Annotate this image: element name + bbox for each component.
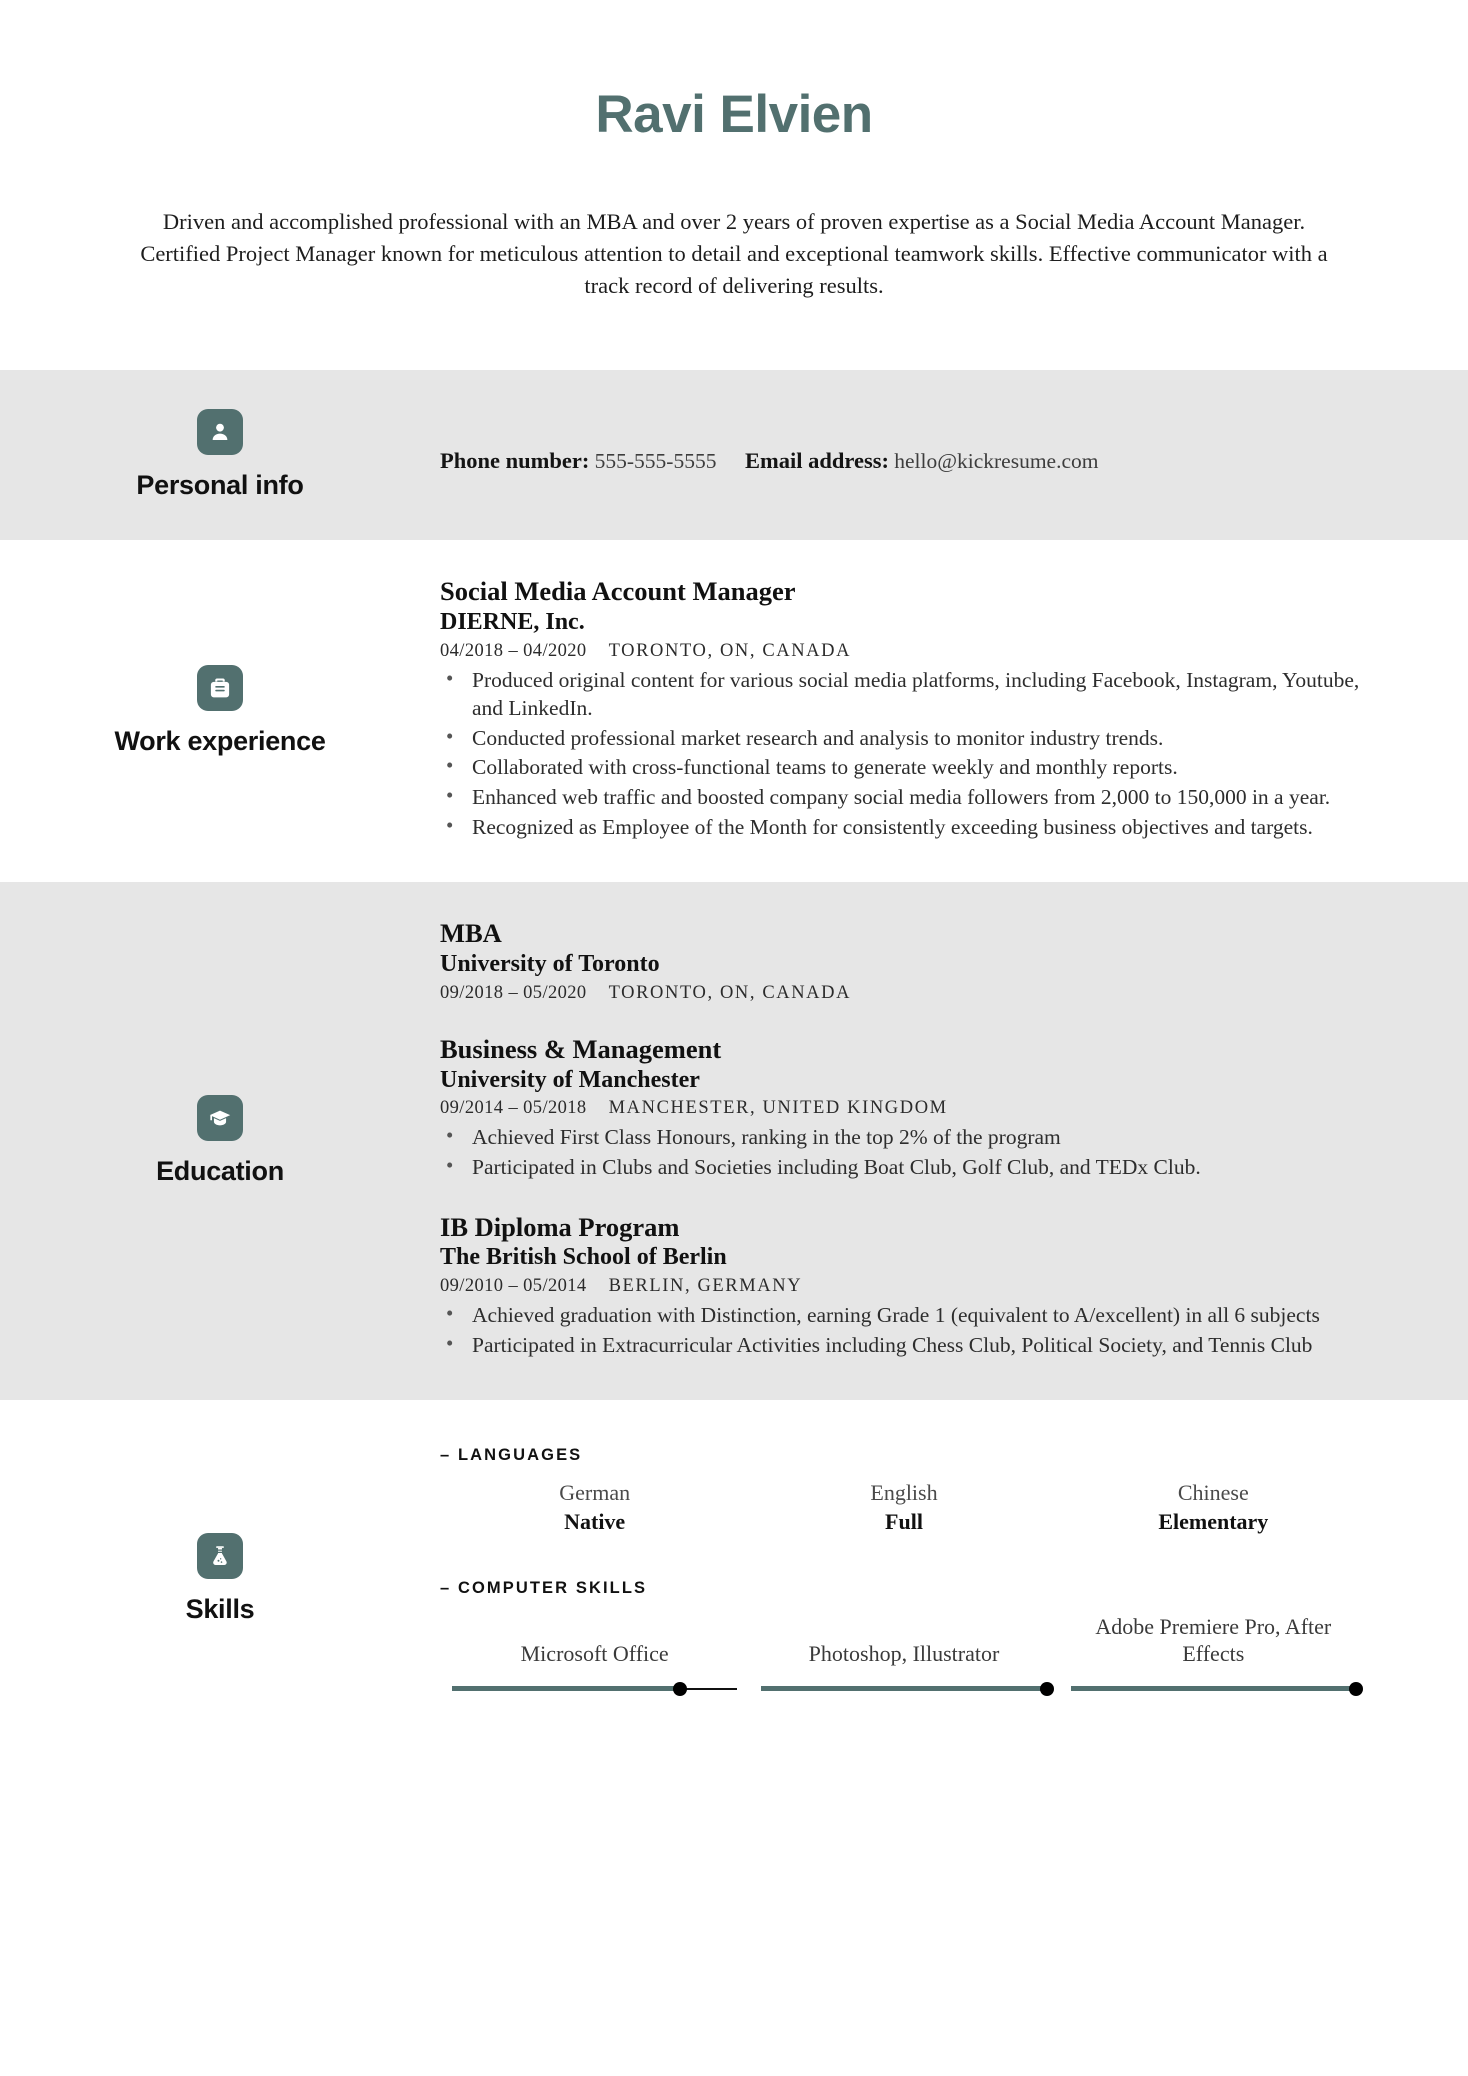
skill-level-slider[interactable] (761, 1680, 1046, 1698)
education-entry (440, 1212, 1368, 1360)
section-skills-content (440, 1400, 1468, 1757)
work-entry (440, 576, 1368, 841)
list-item: • Participated in Extracurricular Activities including Chess Club, Political Society, and Tennis Club (440, 1331, 1368, 1360)
school-name: University of Toronto (440, 951, 660, 977)
section-work-experience (0, 540, 1468, 882)
slider-knob[interactable] (1349, 1682, 1363, 1696)
section-education (0, 882, 1468, 1400)
language-level: Full (885, 1508, 923, 1534)
email-value: hello@kickresume.com (894, 449, 1099, 474)
section-personal-info-side (0, 370, 440, 540)
list-item: • Participated in Clubs and Societies including Boat Club, Golf Club, and TEDx Club. (440, 1153, 1368, 1182)
language-name: English (870, 1480, 938, 1506)
languages-label: – LANGUAGES (440, 1446, 583, 1465)
skill-level-slider[interactable] (1071, 1680, 1356, 1698)
education-location: MANCHESTER, UNITED KINGDOM (608, 1098, 948, 1119)
briefcase-icon (197, 665, 243, 711)
education-meta (440, 983, 1368, 1004)
computer-skill-name: Photoshop, Illustrator (808, 1641, 1000, 1667)
list-item: • Enhanced web traffic and boosted company social media followers from 2,000 to 150,000 in a year. (440, 783, 1368, 812)
resume-header (0, 0, 1468, 370)
slider-fill (1071, 1686, 1356, 1691)
list-item: • Conducted professional market research and analysis to monitor industry trends. (440, 724, 1368, 753)
section-title-skills: Skills (185, 1593, 255, 1624)
education-bullets (440, 1123, 1368, 1181)
computer-skill-item (749, 1612, 1058, 1698)
education-meta (440, 1276, 1368, 1297)
section-skills-side (0, 1400, 440, 1757)
degree-title: MBA (440, 918, 502, 949)
language-name: Chinese (1177, 1480, 1249, 1506)
list-item: • Achieved graduation with Distinction, earning Grade 1 (equivalent to A/excellent) in all 6 subjects (440, 1301, 1368, 1330)
list-item: • Recognized as Employee of the Month for consistently exceeding business objectives and targets. (440, 813, 1368, 842)
skill-level-slider[interactable] (452, 1680, 737, 1698)
flask-icon (197, 1533, 243, 1579)
slider-fill (452, 1686, 680, 1691)
education-location: BERLIN, GERMANY (608, 1276, 803, 1297)
work-entry-list (440, 540, 1368, 882)
computer-skill-item (440, 1612, 749, 1698)
list-item: • Collaborated with cross-functional teams to generate weekly and monthly reports. (440, 753, 1368, 782)
slider-fill (761, 1686, 1046, 1691)
person-icon (197, 409, 243, 455)
phone-value: 555-555-5555 (594, 449, 717, 474)
job-meta (440, 641, 1368, 662)
computer-skills-columns (440, 1612, 1368, 1698)
computer-skill-item (1059, 1612, 1368, 1698)
slider-knob[interactable] (1040, 1682, 1054, 1696)
section-work-experience-side (0, 540, 440, 882)
section-education-content (440, 882, 1468, 1400)
school-name: University of Manchester (440, 1066, 700, 1093)
degree-title: Business & Management (440, 1033, 722, 1064)
graduation-cap-icon (197, 1095, 243, 1141)
language-level: Elementary (1158, 1508, 1269, 1534)
list-item: • Achieved First Class Honours, ranking in the top 2% of the program (440, 1123, 1368, 1152)
section-personal-info-content (440, 370, 1468, 540)
languages-columns (440, 1479, 1368, 1536)
page-title: Ravi Elvien (595, 85, 873, 144)
section-skills (0, 1400, 1468, 1757)
education-dates: 09/2018 – 05/2020 (440, 982, 587, 1003)
section-title-work-experience: Work experience (114, 726, 326, 757)
computer-skill-name: Adobe Premiere Pro, After Effects (1095, 1613, 1332, 1667)
company-name: DIERNE, Inc. (440, 608, 585, 635)
skill-group-languages (440, 1446, 1368, 1536)
section-title-personal-info: Personal info (136, 470, 304, 501)
education-bullets (440, 1301, 1368, 1359)
education-entry (440, 1034, 1368, 1182)
computer-skill-name: Microsoft Office (520, 1641, 669, 1667)
computer-skills-label: – COMPUTER SKILLS (440, 1578, 648, 1597)
language-name: German (559, 1480, 631, 1506)
education-meta (440, 1098, 1368, 1119)
list-item: • Produced original content for various social media platforms, including Facebook, Instagram, Youtube, and LinkedIn. (440, 666, 1368, 723)
education-location: TORONTO, ON, CANADA (608, 982, 852, 1003)
degree-title: IB Diploma Program (440, 1211, 680, 1242)
email-label: Email address: (744, 448, 889, 474)
job-title: Social Media Account Manager (440, 576, 796, 607)
education-dates: 09/2010 – 05/2014 (440, 1276, 587, 1297)
section-personal-info (0, 370, 1468, 540)
job-location: TORONTO, ON, CANADA (608, 640, 852, 661)
school-name: The British School of Berlin (440, 1244, 727, 1271)
skill-group-computer-skills (440, 1579, 1368, 1698)
section-education-side (0, 882, 440, 1400)
job-dates: 04/2018 – 04/2020 (440, 640, 587, 661)
profile-summary: Driven and accomplished professional with an MBA and over 2 years of proven expertise as a Social Media Account Manager. Certified Project Manager known for meticulous attention to detail and exceptional teamwork skills. Effective communicator with a track record of delivering results. (140, 209, 1328, 299)
slider-knob[interactable] (673, 1682, 687, 1696)
job-bullets (440, 666, 1368, 842)
language-item (749, 1479, 1058, 1536)
language-item (1059, 1479, 1368, 1536)
education-entry-list (440, 882, 1368, 1400)
education-entry (440, 918, 1368, 1004)
education-dates: 09/2014 – 05/2018 (440, 1098, 587, 1119)
language-level: Native (564, 1508, 626, 1534)
language-item (440, 1479, 749, 1536)
section-work-experience-content (440, 540, 1468, 882)
section-title-education: Education (156, 1156, 284, 1187)
contact-row (440, 370, 1368, 540)
phone-label: Phone number: (440, 448, 590, 474)
